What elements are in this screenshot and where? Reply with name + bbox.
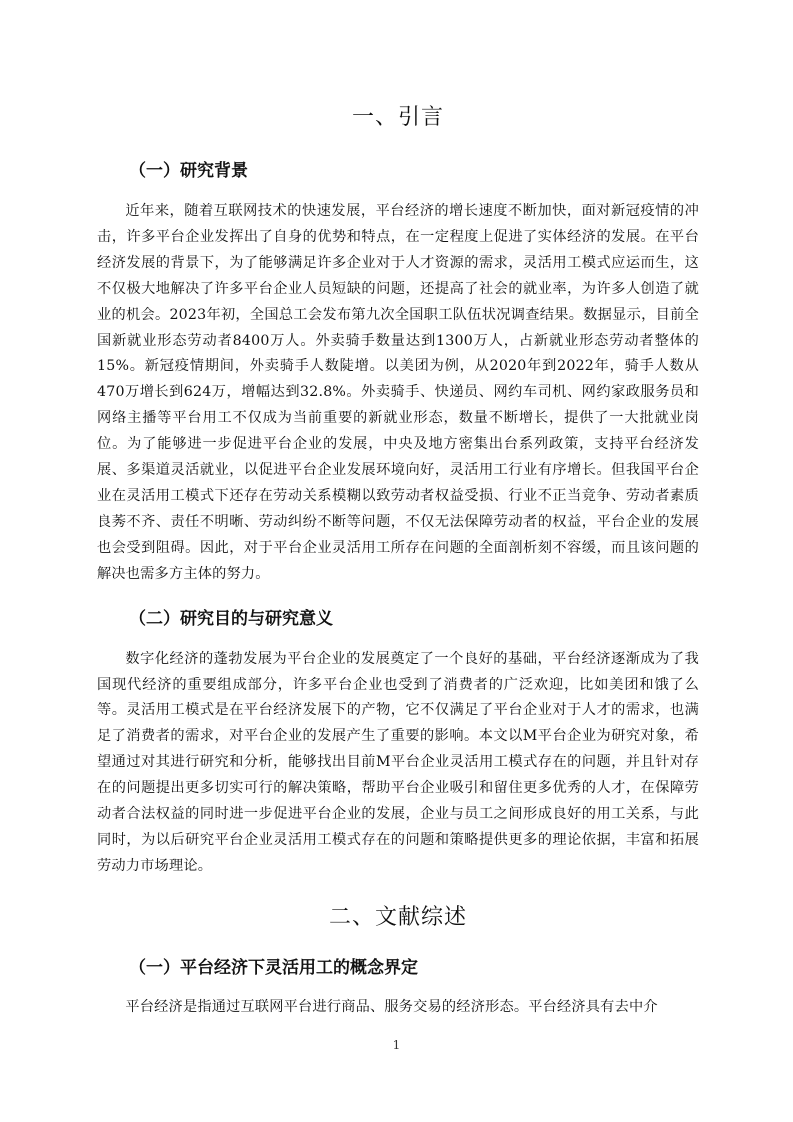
paragraph-concept-definition: 平台经济是指通过互联网平台进行商品、服务交易的经济形态。平台经济具有去中介	[125, 998, 658, 1015]
paragraph-research-background: 近年来，随着互联网技术的快速发展，平台经济的增长速度不断加快，面对新冠疫情的冲击，许多平台企业发挥出了自身的优势和特点，在一定程度上促进了实体经济的发展。在平台经济发展的背景下，为了能够满足许多企业对于人才资源的需求，灵活用工模式应运而生，这不仅极大地解决了许多平台企业人员短缺的问题，还提高了社会的就业率，为许多人创造了就业的机会。2023年初，全国总工会发布第九次全国职工队伍状况调查结果。数据显示，目前全国新就业形态劳动者8400万人。外卖骑手数量达到1300万人，占新就业形态劳动者整体的15%。新冠疫情期间，外卖骑手人数陡增。以美团为例，从2020年到2022年，骑手人数从470万增长到624万，增幅达到32.8%。外卖骑手、快递员、网约车司机、网约家政服务员和网络主播等平台用工不仅成为当前重要的新就业形态，数量不断增长，提供了一大批就业岗位。为了能够进一步促进平台企业的发展，中央及地方密集出台系列政策，支持平台经济发展、多渠道灵活就业，以促进平台企业发展环境向好，灵活用工行业有序增长。但我国平台企业在灵活用工模式下还存在劳动关系模糊以致劳动者权益受损、行业不正当竞争、劳动者素质良莠不齐、责任不明晰、劳动纠纷不断等问题，不仅无法保障劳动者的权益，平台企业的发展也会受到阻碍。因此，对于平台企业灵活用工所存在问题的全面剖析刻不容缓，而且该问题的解决也需多方主体的努力。	[97, 203, 699, 582]
section-title-literature-review: 二、文献综述	[328, 904, 467, 930]
subsection-heading-research-purpose: （二）研究目的与研究意义	[129, 608, 333, 629]
subsection-heading-concept-definition: （一）平台经济下灵活用工的概念界定	[129, 957, 418, 978]
section-title-introduction: 一、引言	[351, 105, 444, 130]
paragraph-research-purpose: 数字化经济的蓬勃发展为平台企业的发展奠定了一个良好的基础，平台经济逐渐成为了我国现代经济的重要组成部分，许多平台企业也受到了消费者的广泛欢迎，比如美团和饿了么等。灵活用工模式是在平台经济发展下的产物，它不仅满足了平台企业对于人才的需求，也满足了消费者的需求，对平台企业的发展产生了重要的影响。本文以M平台企业为研究对象，希望通过对其进行研究和分析，能够找出目前M平台企业灵活用工模式存在的问题，并且针对存在的问题提出更多切实可行的解决策略，帮助平台企业吸引和留住更多优秀的人才，在保障劳动者合法权益的同时进一步促进平台企业的发展，企业与员工之间形成良好的用工关系，与此同时，为以后研究平台企业灵活用工模式存在的问题和策略提供更多的理论依据，丰富和拓展劳动力市场理论。	[97, 650, 699, 874]
page-content	[97, 100, 699, 1021]
page-number: 1	[392, 1038, 401, 1052]
subsection-heading-research-background: （一）研究背景	[129, 161, 248, 181]
